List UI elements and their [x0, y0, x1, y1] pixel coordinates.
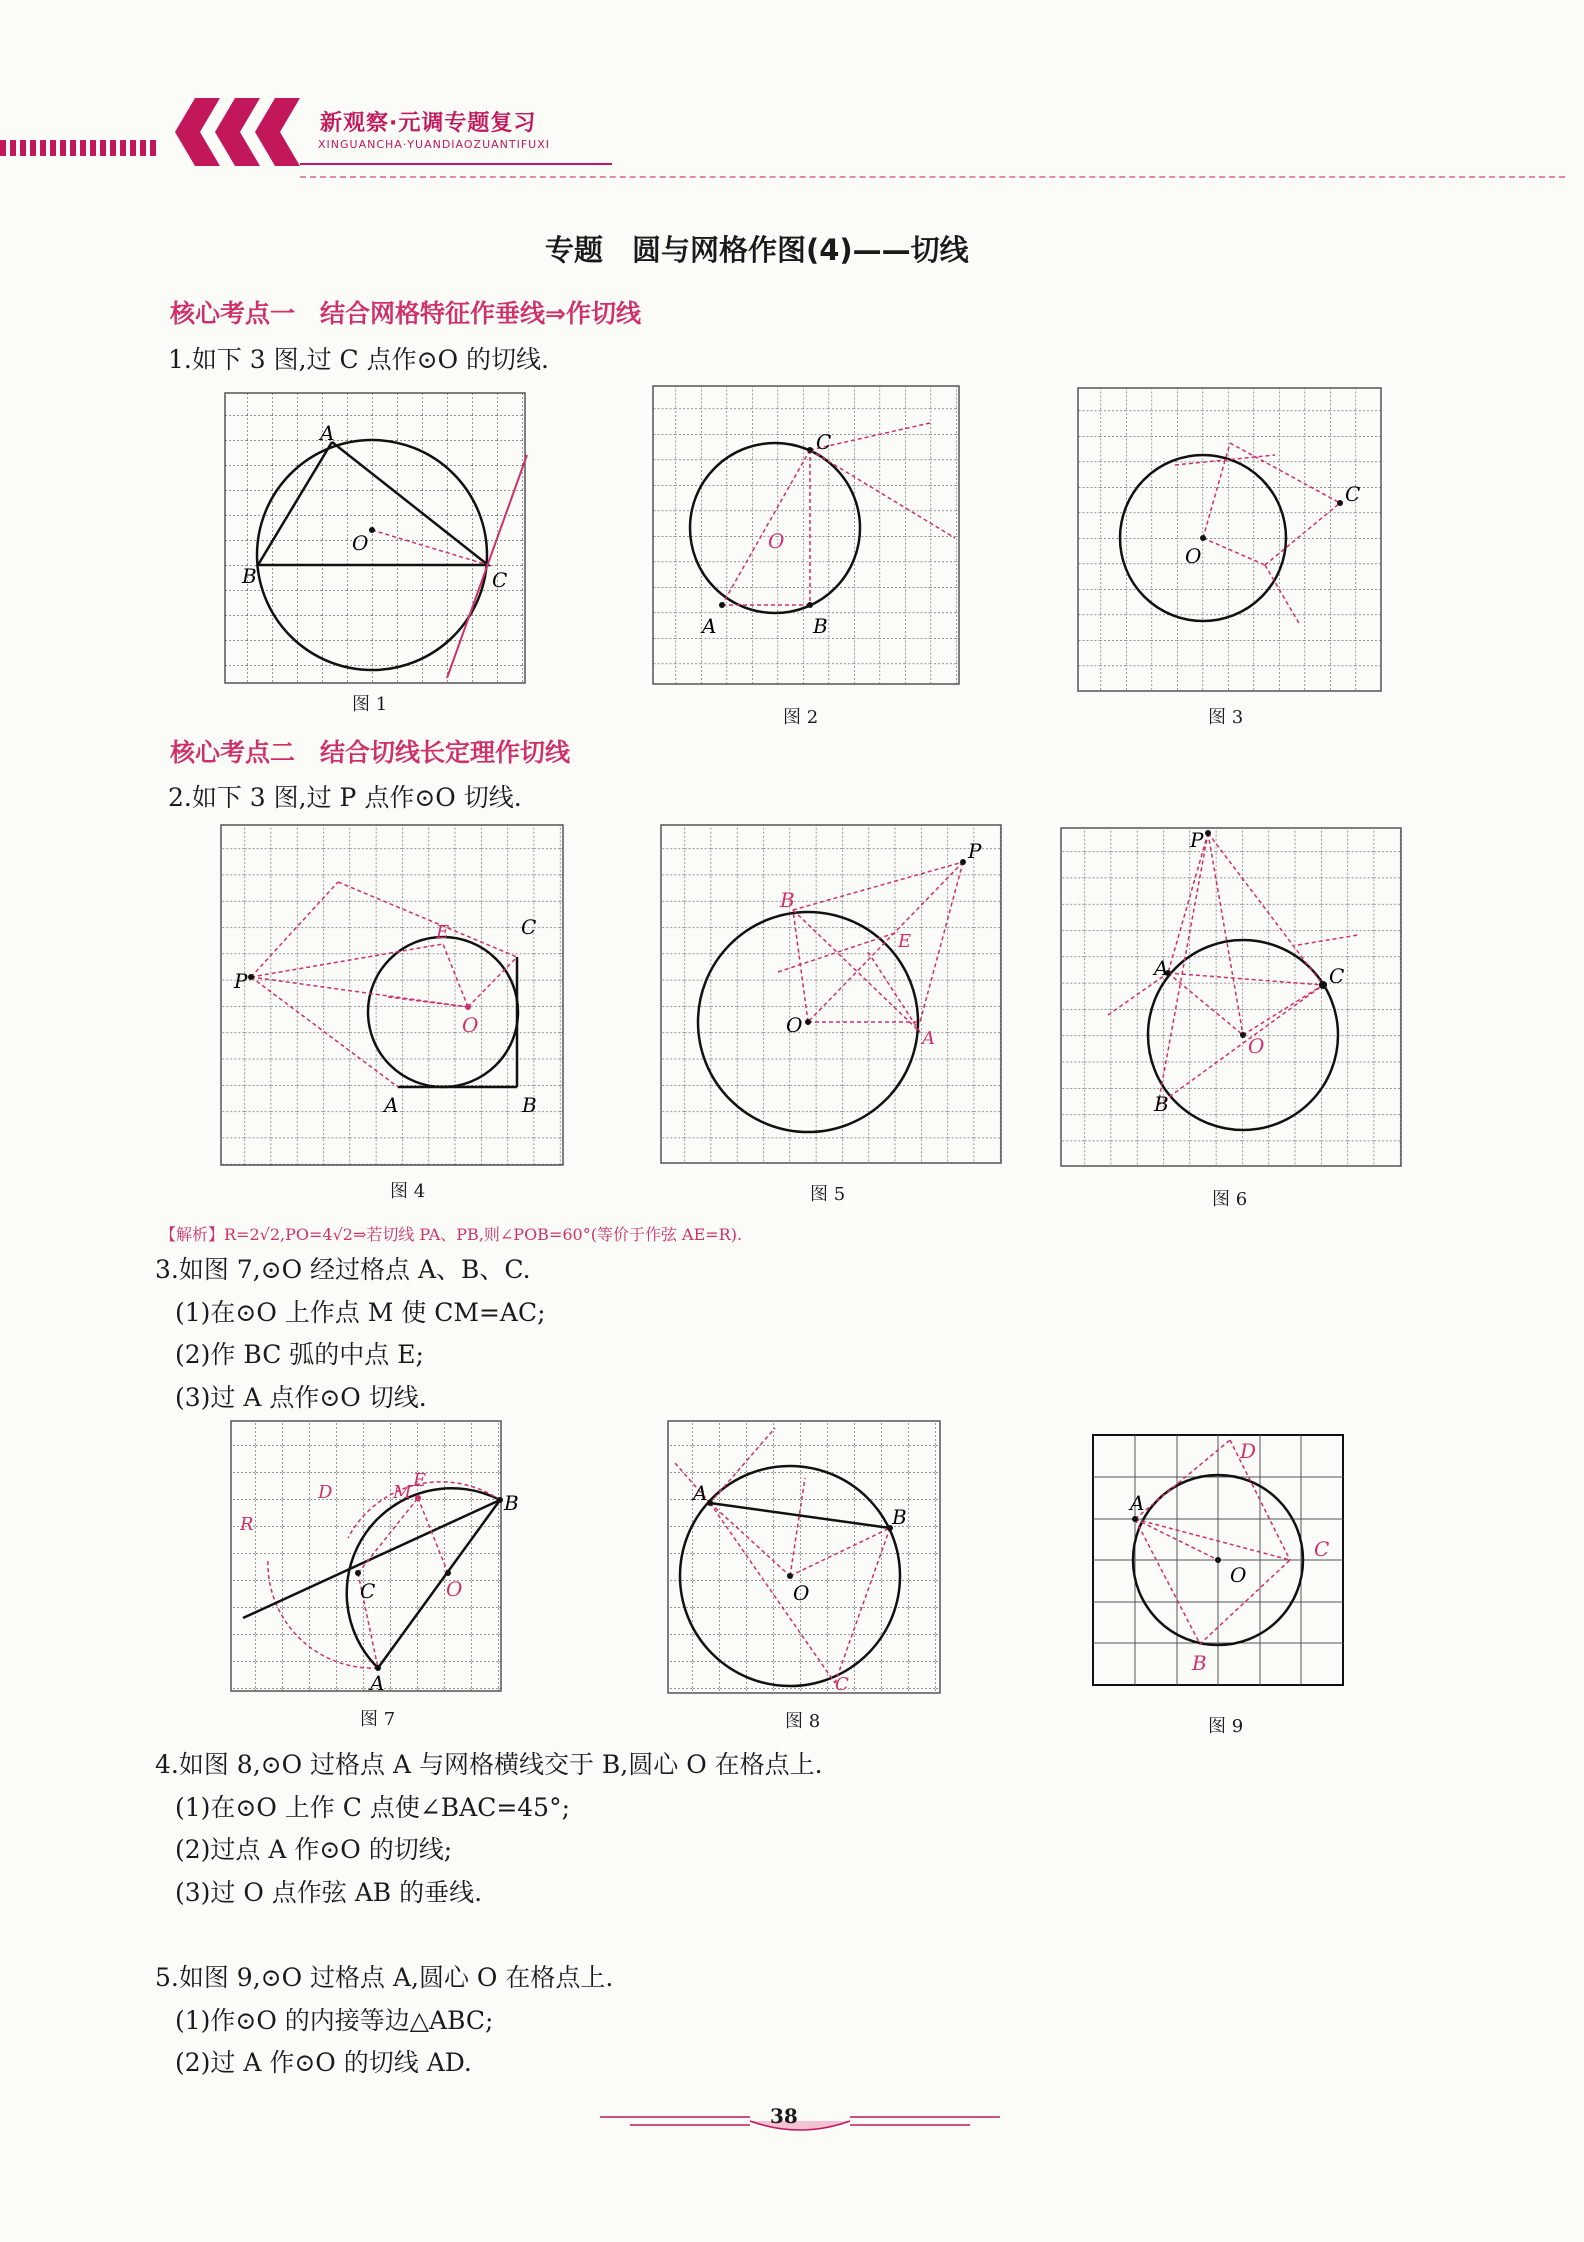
f2-label-a: A	[702, 614, 717, 638]
page-title: 专题 圆与网格作图(4)——切线	[545, 233, 969, 267]
f7-label-d: D	[318, 1482, 333, 1503]
f6-label-o: O	[1248, 1034, 1265, 1058]
f5-label-b: B	[780, 888, 795, 912]
f2-label-o: O	[768, 529, 785, 553]
f7-label-r: R	[240, 1514, 254, 1535]
f9-label-b: B	[1192, 1651, 1207, 1675]
question-4: 4.如图 8,⊙O 过格点 A 与网格横线交于 B,圆心 O 在格点上.	[155, 1750, 823, 1779]
f9-label-d: D	[1240, 1439, 1257, 1463]
f8-label-c: C	[835, 1674, 849, 1695]
question-3: 3.如图 7,⊙O 经过格点 A、B、C.	[155, 1255, 531, 1284]
figure-2-caption: 图 2	[783, 707, 819, 728]
f5-label-o: O	[786, 1013, 803, 1037]
header-title: 新观察·元调专题复习	[320, 111, 537, 136]
question-4-part-2: (2)过点 A 作⊙O 的切线;	[175, 1835, 453, 1864]
section-2-heading: 核心考点二 结合切线长定理作切线	[170, 738, 571, 767]
f4-label-p: P	[234, 969, 248, 993]
figure-6	[1058, 825, 1403, 1170]
f7-label-m: M	[393, 1482, 412, 1503]
figure-7	[228, 1418, 519, 1698]
f5-label-p: P	[968, 839, 982, 863]
question-4-part-1: (1)在⊙O 上作 C 点使∠BAC=45°;	[175, 1793, 571, 1822]
f8-label-a: A	[693, 1481, 708, 1505]
f7-label-a: A	[370, 1671, 385, 1695]
f6-label-p: P	[1190, 828, 1204, 852]
header-stripes	[0, 138, 180, 160]
header-chevrons	[175, 98, 305, 166]
f1-label-b: B	[242, 564, 257, 588]
f4-label-e: E	[436, 922, 450, 943]
f2-label-c: C	[816, 430, 832, 454]
question-5-part-1: (1)作⊙O 的内接等边△ABC;	[175, 2006, 494, 2035]
f7-label-b: B	[504, 1491, 519, 1515]
figure-3	[1075, 385, 1385, 695]
question-3-part-1: (1)在⊙O 上作点 M 使 CM=AC;	[175, 1298, 546, 1327]
question-5: 5.如图 9,⊙O 过格点 A,圆心 O 在格点上.	[155, 1963, 614, 1992]
f8-label-o: O	[793, 1581, 810, 1605]
question-3-part-2: (2)作 BC 弧的中点 E;	[175, 1340, 424, 1369]
figure-3-caption: 图 3	[1208, 707, 1244, 728]
f9-label-o: O	[1230, 1563, 1247, 1587]
f4-label-b: B	[522, 1093, 537, 1117]
f3-label-o: O	[1185, 544, 1202, 568]
figure-8-caption: 图 8	[785, 1711, 821, 1732]
f1-label-o: O	[352, 531, 369, 555]
figure-7-caption: 图 7	[360, 1709, 396, 1730]
f6-label-b: B	[1154, 1092, 1169, 1116]
f2-label-b: B	[813, 614, 828, 638]
figure-9-caption: 图 9	[1208, 1716, 1244, 1737]
f5-label-e: E	[898, 931, 912, 952]
figure-1	[222, 390, 542, 690]
question-4-part-3: (3)过 O 点作弦 AB 的垂线.	[175, 1878, 483, 1907]
f5-label-a: A	[922, 1028, 935, 1049]
figure-1-caption: 图 1	[352, 694, 388, 715]
section-1-heading: 核心考点一 结合网格特征作垂线⇒作切线	[170, 299, 641, 328]
f1-label-a: A	[320, 421, 335, 445]
f1-label-c: C	[492, 568, 508, 592]
header-divider	[300, 176, 1565, 178]
f6-label-a: A	[1154, 956, 1169, 980]
figure-2	[650, 383, 965, 688]
footer-ornament	[600, 2107, 1000, 2137]
figure-9	[1090, 1432, 1350, 1692]
question-1: 1.如下 3 图,过 C 点作⊙O 的切线.	[168, 345, 549, 374]
f9-label-a: A	[1130, 1491, 1145, 1515]
question-5-part-2: (2)过 A 作⊙O 的切线 AD.	[175, 2048, 472, 2077]
f7-label-o: O	[446, 1577, 463, 1601]
figure-4	[218, 822, 563, 1167]
f4-label-a: A	[384, 1093, 399, 1117]
f7-label-e: E	[413, 1470, 427, 1491]
f4-label-o: O	[462, 1013, 479, 1037]
f7-label-c: C	[360, 1579, 376, 1603]
question-2: 2.如下 3 图,过 P 点作⊙O 切线.	[168, 783, 522, 812]
figure-5	[658, 822, 1003, 1167]
f3-label-c: C	[1345, 482, 1361, 506]
figure-5-caption: 图 5	[810, 1184, 846, 1205]
question-3-part-3: (3)过 A 点作⊙O 切线.	[175, 1383, 427, 1412]
figure-4-caption: 图 4	[390, 1181, 426, 1202]
f9-label-c: C	[1314, 1537, 1330, 1561]
f6-label-c: C	[1329, 964, 1345, 988]
f8-label-b: B	[892, 1505, 907, 1529]
f4-label-c: C	[521, 915, 537, 939]
page-number: 38	[770, 2104, 798, 2128]
header-subtitle: XINGUANCHA·YUANDIAOZUANTIFUXI	[318, 138, 551, 151]
figure-6-caption: 图 6	[1212, 1189, 1248, 1210]
figure-8	[665, 1418, 955, 1703]
analysis-note: 【解析】R=2√2,PO=4√2⇒若切线 PA、PB,则∠POB=60°(等价于作弦 AE=R).	[160, 1225, 743, 1244]
